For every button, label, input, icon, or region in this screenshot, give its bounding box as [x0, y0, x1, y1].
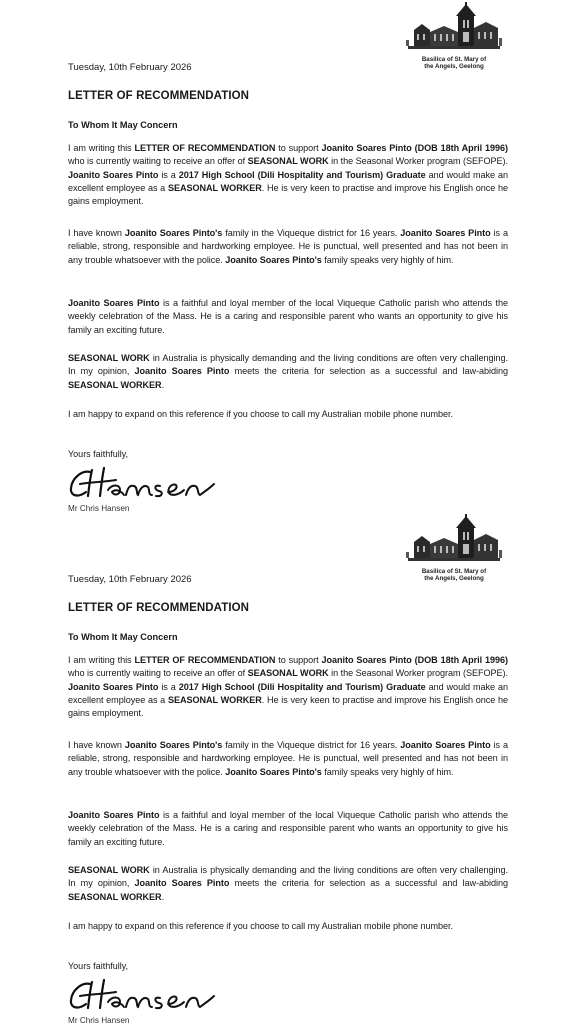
- text-run: who is currently waiting to receive an offer of: [68, 668, 248, 679]
- paragraph-4: [68, 352, 508, 392]
- signatory-name: Mr Chris Hansen: [68, 1016, 130, 1025]
- text-run: I have known: [68, 740, 125, 750]
- paragraph-4: [68, 864, 508, 904]
- text-run: family in the Viqueque district for 16 years.: [222, 740, 401, 750]
- letter-greeting: To Whom It May Concern: [68, 632, 178, 642]
- text-run: Joanito Soares Pinto: [68, 169, 159, 180]
- text-run: Joanito Soares Pinto: [400, 740, 491, 750]
- text-run: is a: [158, 681, 179, 692]
- text-run: SEASONAL WORK: [68, 353, 150, 363]
- text-run: is a faithful and loyal member of the local Viqueque Catholic parish who attends the weekly celebration of the Mass. He is a caring and responsible parent who wants an opportunity to give his family an exciting future.: [68, 298, 508, 335]
- text-run: and would make an excellent employee as a: [68, 169, 508, 193]
- text-run: I am writing this: [68, 143, 135, 153]
- basilica-logo: [404, 2, 504, 54]
- text-run: family speaks very highly of him.: [321, 254, 454, 265]
- text-run: 2017 High School (Dili Hospitality and Tourism) Graduate: [178, 681, 426, 692]
- text-run: Joanito Soares Pinto: [134, 878, 230, 889]
- text-run: and would make an excellent employee as a: [68, 681, 508, 705]
- text-run: LETTER OF RECOMMENDATION: [134, 143, 276, 153]
- text-run: Joanito Soares Pinto's: [124, 228, 223, 238]
- logo-caption: [404, 56, 504, 70]
- text-run: I am writing this: [68, 655, 135, 665]
- text-run: SEASONAL WORKER: [167, 182, 262, 193]
- text-run: Joanito Soares Pinto: [68, 810, 160, 820]
- text-run: in the Seasonal Worker program (SEFOPE).: [328, 156, 509, 167]
- handwritten-signature: [64, 974, 244, 1016]
- signatory-name: Mr Chris Hansen: [68, 504, 130, 513]
- text-run: SEASONAL WORKER: [68, 891, 162, 902]
- basilica-illustration: [404, 514, 504, 566]
- text-run: .: [161, 891, 165, 902]
- text-run: Joanito Soares Pinto's: [225, 254, 322, 265]
- text-run: who is currently waiting to receive an offer of: [68, 156, 248, 167]
- text-run: I am happy to expand on this reference if you choose to call my Australian mobile phone number.: [68, 921, 453, 931]
- text-run: SEASONAL WORKER: [68, 379, 162, 390]
- text-run: Joanito Soares Pinto: [134, 366, 230, 377]
- text-run: . He is very keen to practise and improve his English once he gains employment.: [68, 694, 508, 719]
- text-run: is a reliable, strong, responsible and hardworking employee. He is punctual, well presented and has not been in any trouble whatsoever with the police.: [68, 740, 508, 777]
- text-run: 2017 High School (Dili Hospitality and Tourism) Graduate: [178, 169, 426, 180]
- paragraph-3: [68, 297, 508, 337]
- text-run: SEASONAL WORKER: [167, 694, 262, 705]
- text-run: . He is very keen to practise and improve his English once he gains employment.: [68, 182, 508, 207]
- letter-date: Tuesday, 10th February 2026: [68, 62, 192, 73]
- text-run: Joanito Soares Pinto (DOB 18th April 1996): [321, 143, 508, 153]
- text-run: Joanito Soares Pinto's: [124, 740, 223, 750]
- text-run: SEASONAL WORK: [247, 668, 329, 679]
- paragraph-1: [68, 654, 508, 720]
- paragraph-3: [68, 809, 508, 849]
- text-run: family speaks very highly of him.: [321, 766, 454, 777]
- handwritten-signature: [64, 462, 244, 504]
- text-run: in the Seasonal Worker program (SEFOPE).: [328, 668, 509, 679]
- letter-date: Tuesday, 10th February 2026: [68, 574, 192, 585]
- text-run: LETTER OF RECOMMENDATION: [134, 655, 276, 665]
- basilica-logo: [404, 514, 504, 566]
- text-run: I have known: [68, 228, 125, 238]
- letter-copy-2: [0, 512, 576, 1024]
- logo-caption-line2: the Angels, Geelong: [424, 63, 484, 70]
- text-run: family in the Viqueque district for 16 years.: [222, 228, 401, 238]
- letter-title: LETTER OF RECOMMENDATION: [68, 602, 250, 614]
- text-run: is a: [158, 169, 179, 180]
- text-run: SEASONAL WORK: [247, 156, 329, 167]
- letter-title: LETTER OF RECOMMENDATION: [68, 90, 250, 102]
- basilica-illustration: [404, 2, 504, 54]
- text-run: Joanito Soares Pinto (DOB 18th April 1996): [321, 655, 508, 665]
- text-run: is a faithful and loyal member of the local Viqueque Catholic parish who attends the weekly celebration of the Mass. He is a caring and responsible parent who wants an opportunity to give his family an exciting future.: [68, 810, 508, 847]
- paragraph-2: [68, 739, 508, 779]
- text-run: to support: [275, 143, 322, 153]
- closing: Yours faithfully,: [68, 961, 129, 971]
- text-run: I am happy to expand on this reference if you choose to call my Australian mobile phone number.: [68, 409, 453, 419]
- logo-caption: [404, 568, 504, 582]
- paragraph-5: [68, 920, 508, 933]
- paragraph-1: [68, 142, 508, 208]
- text-run: Joanito Soares Pinto: [68, 298, 160, 308]
- closing: Yours faithfully,: [68, 449, 129, 459]
- paragraph-5: [68, 408, 508, 421]
- text-run: Joanito Soares Pinto's: [225, 766, 322, 777]
- text-run: .: [161, 379, 165, 390]
- text-run: in Australia is physically demanding and the living conditions are often very challenging. In my opinion,: [68, 865, 508, 889]
- text-run: in Australia is physically demanding and the living conditions are often very challenging. In my opinion,: [68, 353, 508, 377]
- text-run: Joanito Soares Pinto: [400, 228, 491, 238]
- text-run: meets the criteria for selection as a successful and law-abiding: [229, 366, 508, 377]
- text-run: SEASONAL WORK: [68, 865, 150, 875]
- letter-greeting: To Whom It May Concern: [68, 120, 178, 130]
- text-run: is a reliable, strong, responsible and hardworking employee. He is punctual, well presented and has not been in any trouble whatsoever with the police.: [68, 228, 508, 265]
- paragraph-2: [68, 227, 508, 267]
- text-run: to support: [275, 655, 322, 665]
- text-run: Joanito Soares Pinto: [68, 681, 159, 692]
- text-run: meets the criteria for selection as a successful and law-abiding: [229, 878, 508, 889]
- logo-caption-line1: Basilica of St. Mary of: [421, 568, 487, 575]
- logo-caption-line2: the Angels, Geelong: [424, 575, 484, 582]
- logo-caption-line1: Basilica of St. Mary of: [421, 56, 487, 63]
